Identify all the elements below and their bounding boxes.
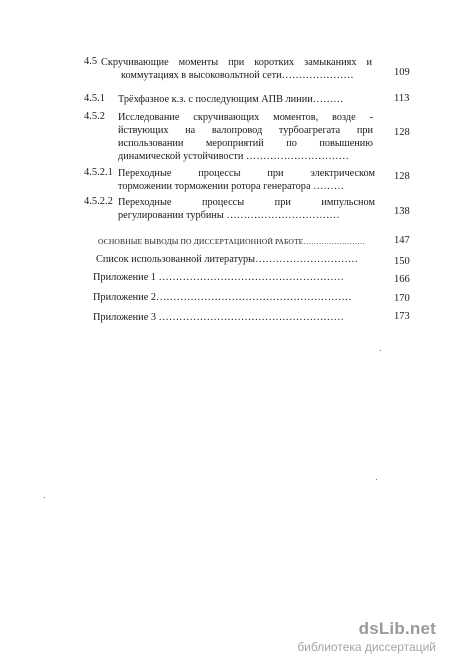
toc-entry-page: 138 (394, 206, 410, 217)
toc-entry-line: Приложение 1 ……………………………………………… (93, 272, 344, 283)
toc-entry-line: Переходные процессы при импульсном (118, 197, 375, 208)
watermark-logo-tld: net (409, 619, 436, 638)
toc-entry-page: 113 (394, 93, 410, 104)
toc-entry-number: 4.5 (84, 56, 98, 67)
toc-entry-page: 166 (394, 274, 410, 285)
toc-entry-line: использовании мероприятий по повышению (118, 138, 373, 149)
toc-entry-line: динамической устойчивости ………………………… (118, 151, 349, 162)
toc-entry-title (96, 253, 368, 266)
toc-entry-number: 4.5.2 (84, 111, 105, 122)
toc-entry-page: 173 (394, 311, 410, 322)
toc-entry-title (93, 291, 365, 304)
watermark (297, 619, 436, 654)
toc-entry-line: ОСНОВНЫЕ ВЫВОДЫ ПО ДИССЕРТАЦИОННОЙ РАБОТЕ…………………… (98, 237, 365, 246)
toc-entry-page: 147 (394, 235, 410, 246)
toc-entry-page: 109 (394, 67, 410, 78)
toc-entry-line: Приложение 2………………………………………………… (93, 292, 352, 303)
toc-entry-title (98, 235, 370, 248)
watermark-subtitle: библиотека диссертаций (297, 640, 436, 654)
toc-entry-page: 170 (394, 293, 410, 304)
watermark-logo-main: dsLib (358, 619, 405, 638)
toc-entry-number: 4.5.2.1 (84, 167, 113, 178)
toc-entry-line: торможении торможении ротора генератора ……… (118, 181, 344, 192)
watermark-logo (297, 619, 436, 639)
toc-entry-title (118, 93, 376, 106)
toc-entry-page: 150 (394, 256, 410, 267)
toc-entry-title (101, 56, 372, 82)
toc-entry-title (118, 167, 375, 193)
toc-entry-line: коммутациях в высоковольтной сети………………… (121, 70, 354, 81)
toc-entry-title (118, 111, 373, 163)
toc-entry-line: Трёхфазное к.з. с последующим АПВ линии……… (118, 94, 344, 105)
toc-entry-line: регулировании турбины …………………………… (118, 210, 340, 221)
toc-entry-line: Исследование скручивающих моментов, возде - (118, 112, 373, 123)
toc-entry-page: 128 (394, 127, 410, 138)
toc-entry-line: Переходные процессы при электрическом (118, 168, 375, 179)
scan-speck (380, 350, 381, 351)
toc-entry-line: Приложение 3 ……………………………………………… (93, 312, 344, 323)
toc-entry-number: 4.5.2.2 (84, 196, 113, 207)
scan-speck (376, 479, 377, 480)
toc-entry-title (93, 311, 370, 324)
toc-entry-line: йствующих на валопровод турбоагрегата при (118, 125, 373, 136)
toc-entry-title (93, 271, 371, 284)
scan-speck (44, 497, 45, 498)
watermark-logo-dot: . (404, 619, 410, 638)
toc-entry-number: 4.5.1 (84, 93, 105, 104)
toc-entry-title (118, 196, 375, 222)
toc-entry-line: Скручивающие моменты при коротких замыканиях и (101, 57, 372, 68)
toc-entry-page: 128 (394, 171, 410, 182)
toc-entry-line: Список использованной литературы………………………… (96, 254, 359, 265)
